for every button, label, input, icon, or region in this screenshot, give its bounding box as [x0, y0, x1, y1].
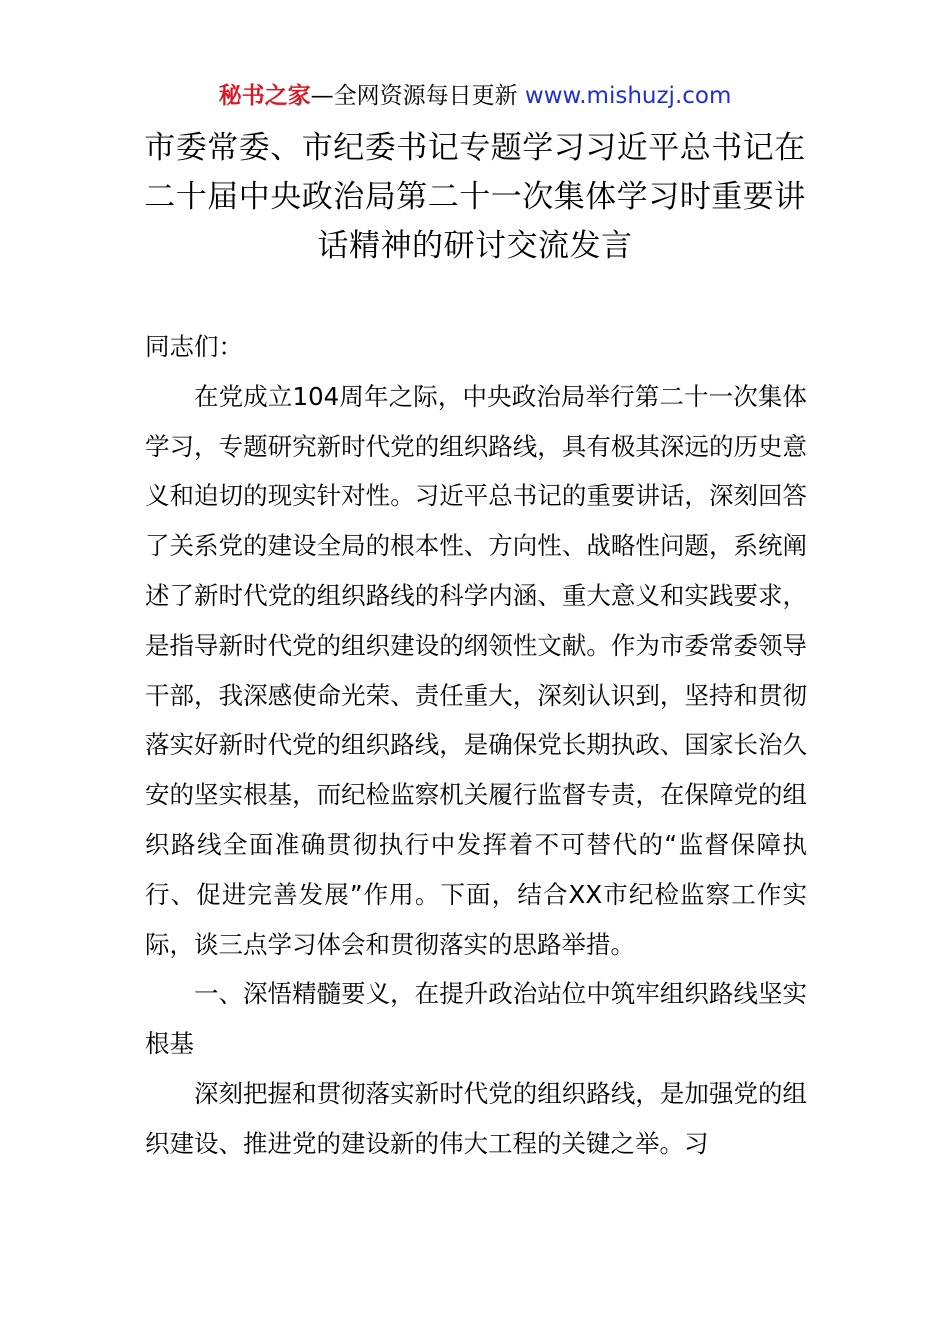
banner-brand: 秘书之家 [218, 83, 311, 109]
site-banner [0, 80, 950, 112]
section-heading: 一、深悟精髓要义，在提升政治站位中筑牢组织路线坚实根基 [145, 979, 807, 1059]
banner-site-url[interactable]: www.mishuzj.com [524, 83, 732, 109]
body-paragraph: 在党成立104周年之际，中央政治局举行第二十一次集体学习，专题研究新时代党的组织路线，具有极其深远的历史意义和迫切的现实针对性。习近平总书记的重要讲话，深刻回答了关系党的建设全局的根本性、方向性、战略性问题，系统阐述了新时代党的组织路线的科学内涵、重大意义和实践要求，是指导新时代党的组织建设的纲领性文献。作为市委常委领导干部，我深感使命光荣、责任重大，深刻认识到，坚持和贯彻落实好新时代党的组织路线，是确保党长期执政、国家长治久安的坚实根基，而纪检监察机关履行监督专责，在保障党的组织路线全面准确贯彻执行中发挥着不可替代的“监督保障执行、促进完善发展”作用。下面，结合XX市纪检监察工作实际，谈三点学习体会和贯彻落实的思路举措。 [145, 381, 807, 959]
body-paragraph: 深刻把握和贯彻落实新时代党的组织路线，是加强党的组织建设、推进党的建设新的伟大工程的关键之举。习 [145, 1078, 807, 1158]
banner-tagline: —全网资源每日更新 [310, 83, 525, 109]
salutation: 同志们： [145, 332, 243, 361]
document-title: 市委常委、市纪委书记专题学习习近平总书记在二十届中央政治局第二十一次集体学习时重要讲话精神的研讨交流发言 [144, 130, 806, 264]
document-body [145, 322, 807, 1169]
